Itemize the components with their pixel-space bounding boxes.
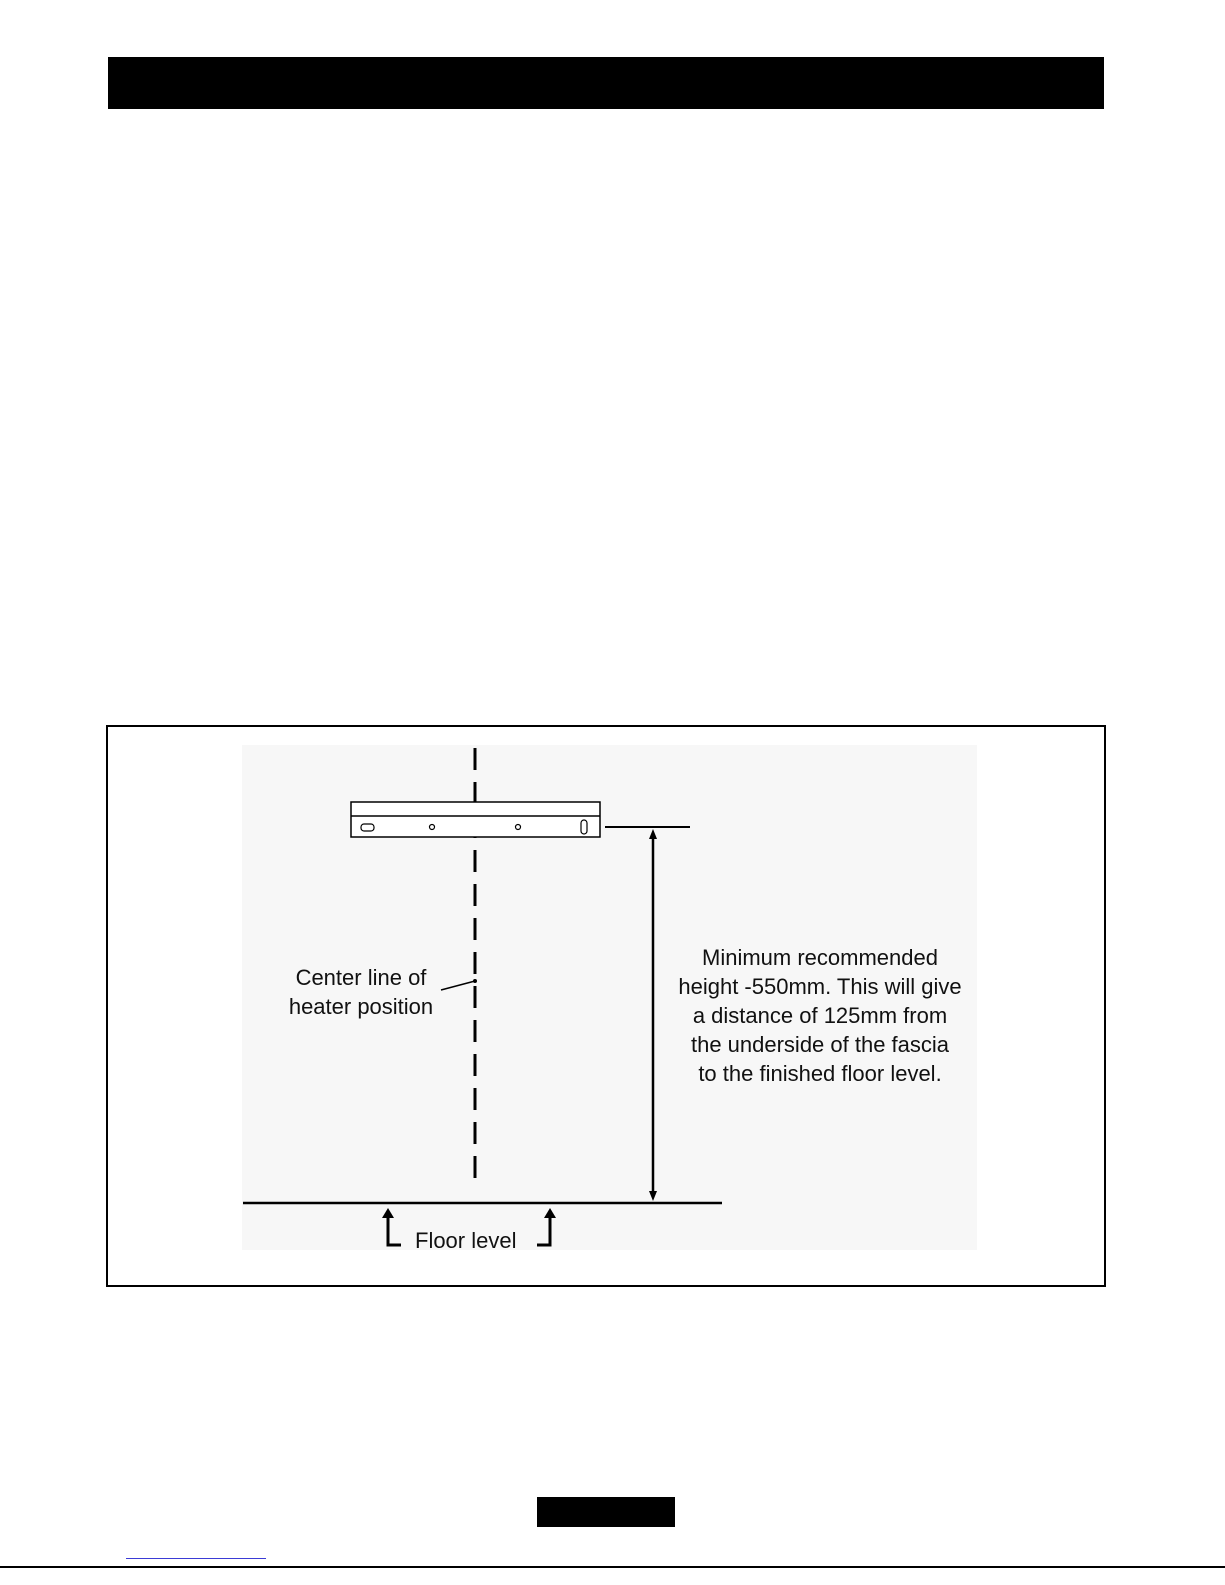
height-note-line: to the finished floor level. xyxy=(698,1061,942,1086)
height-note-line: Minimum recommended xyxy=(702,945,938,970)
center-line-label xyxy=(276,963,446,1021)
wall-bracket xyxy=(351,802,600,837)
height-note xyxy=(655,943,985,1088)
footer-link-underline[interactable] xyxy=(126,1558,266,1559)
bottom-rule xyxy=(0,1566,1225,1568)
center-line-leader xyxy=(441,981,475,990)
center-line-label-line: Center line of xyxy=(295,965,427,990)
floor-arrow-right xyxy=(537,1208,556,1245)
height-note-line: the underside of the fascia xyxy=(690,1032,950,1057)
page-number-bar xyxy=(537,1497,675,1527)
height-note-line: height -550mm. This will give xyxy=(678,974,962,999)
floor-level-label: Floor level xyxy=(415,1228,517,1253)
floor-arrow-left xyxy=(382,1208,401,1245)
height-note-line: a distance of 125mm from xyxy=(692,1003,948,1028)
center-line-label-line: heater position xyxy=(288,994,434,1019)
